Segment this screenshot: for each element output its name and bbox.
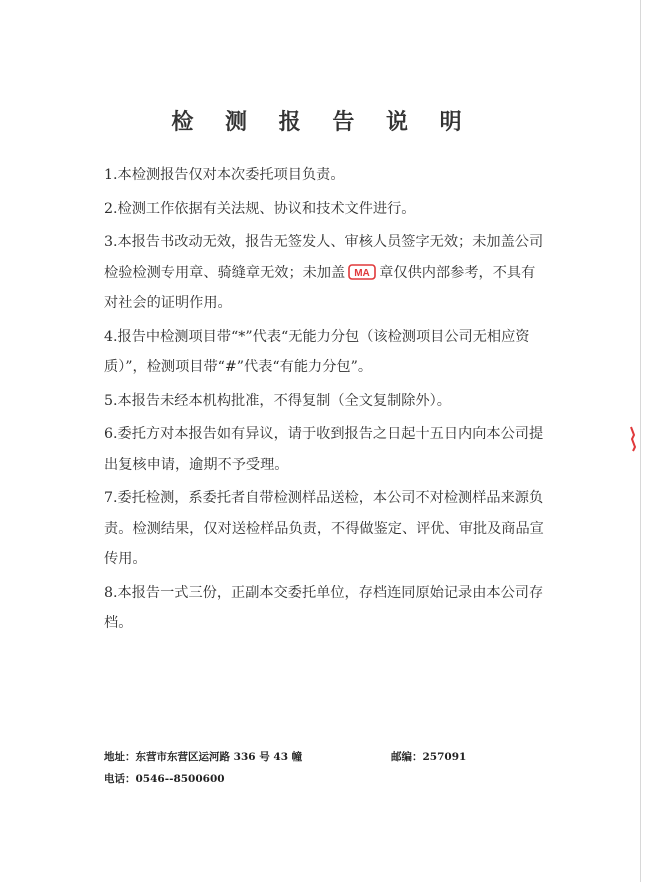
cma-stamp-icon: [348, 264, 376, 280]
page-title: 检 测 报 告 说 明: [171, 109, 474, 135]
list-item: 5.本报告未经本机构批准，不得复制（全文复制除外）。: [104, 392, 451, 409]
list-item: 6.委托方对本报告如有异议，请于收到报告之日起十五日内向本公司提出复核申请，逾期不予受理。: [104, 426, 544, 473]
footer-address: 地址：东营市东营区运河路 336 号 43 幢: [104, 751, 303, 763]
list-item: [104, 227, 544, 319]
seam-stamp-edge-icon: [628, 425, 638, 453]
footer-postcode: 邮编：257091: [391, 751, 467, 763]
footer: [104, 746, 544, 790]
list-item-text-before: 3.本报告书改动无效，报告无签发人、审核人员签字无效；未加盖公司检验检测专用章、骑缝章无效；未加盖: [104, 234, 544, 281]
scan-edge-line: [640, 0, 641, 882]
list-item: 8.本报告一式三份，正副本交委托单位，存档连同原始记录由本公司存档。: [104, 584, 544, 631]
notes-list: [104, 160, 544, 642]
list-item: 4.报告中检测项目带“*”代表“无能力分包（该检测项目公司无相应资质）”，检测项目带“#”代表“有能力分包”。: [104, 328, 530, 375]
list-item-text-after: 章仅供内部参考，不具有对社会的证明作用。: [104, 264, 536, 311]
list-item: 1.本检测报告仅对本次委托项目负责。: [104, 167, 345, 183]
cma-stamp-label: MA: [354, 267, 370, 279]
list-item: 7.委托检测，系委托者自带检测样品送检，本公司不对检测样品来源负责。检测结果，仅对送检样品负责，不得做鉴定、评优、审批及商品宣传用。: [104, 490, 544, 567]
footer-phone: 电话：0546--8500600: [104, 773, 225, 785]
list-item: 2.检测工作依据有关法规、协议和技术文件进行。: [104, 200, 416, 217]
